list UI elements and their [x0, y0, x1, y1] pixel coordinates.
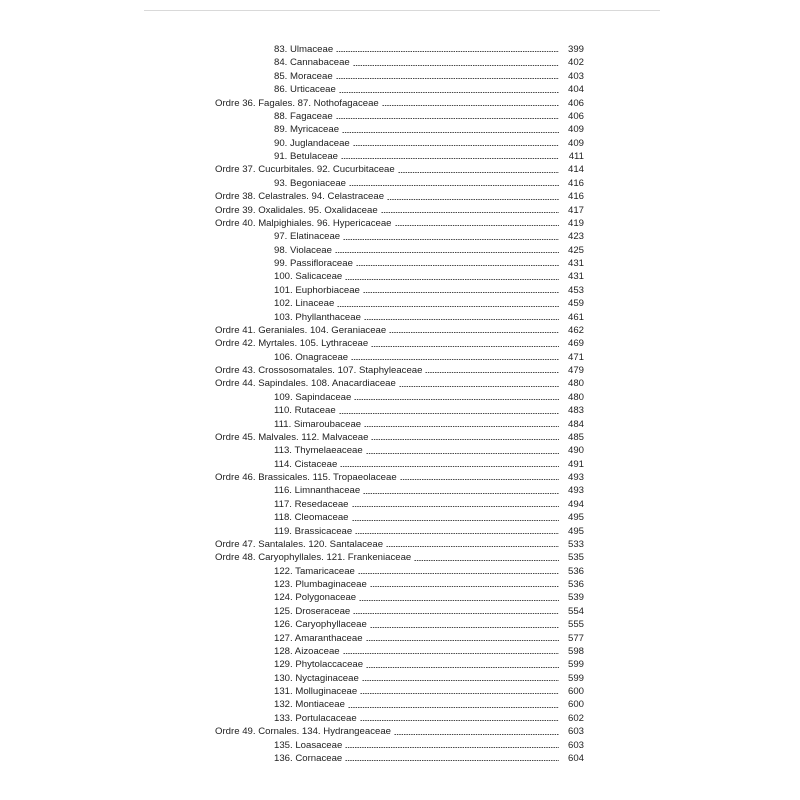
dot-leader [348, 706, 559, 709]
family-label: 112. Malvaceae [301, 431, 369, 443]
family-label: 93. Begoniaceae [274, 177, 347, 189]
family-label: 130. Nyctaginaceae [274, 672, 359, 684]
page-number: 485 [567, 431, 584, 443]
toc-entry [215, 391, 584, 404]
page-number: 423 [567, 231, 584, 243]
order-label: Ordre 42. Myrtales. [215, 338, 298, 350]
family-label: 128. Aizoaceae [274, 645, 340, 657]
order-label: Ordre 44. Sapindales. [215, 378, 309, 390]
toc-entry [215, 578, 584, 591]
toc-entry [215, 324, 584, 337]
family-label: 127. Amaranthaceae [274, 632, 363, 644]
toc-entry [215, 351, 584, 364]
family-label: 87. Nothofagaceae [297, 97, 379, 109]
family-label: 109. Sapindaceae [274, 391, 352, 403]
dot-leader [353, 612, 559, 615]
dot-leader [400, 478, 559, 481]
dot-leader [360, 719, 559, 722]
family-label: 108. Anacardiaceae [311, 378, 396, 390]
dot-leader [366, 452, 559, 455]
dot-leader [398, 171, 559, 174]
page-number: 416 [567, 191, 584, 203]
page-number: 493 [567, 472, 584, 483]
page-number: 598 [567, 645, 584, 657]
page-number: 480 [567, 378, 584, 390]
table-of-contents [215, 43, 584, 765]
toc-entry [215, 56, 584, 69]
family-label: 110. Rutaceae [274, 405, 336, 417]
toc-entry [215, 698, 584, 711]
dot-leader [358, 572, 559, 575]
family-label: 123. Plumbaginaceae [274, 579, 367, 590]
dot-leader [370, 585, 559, 588]
page-number: 600 [567, 686, 584, 697]
dot-leader [345, 278, 559, 281]
toc-entry [215, 685, 584, 698]
dot-leader [345, 746, 559, 749]
dot-leader [351, 358, 559, 361]
toc-entry [215, 458, 584, 471]
dot-leader [364, 318, 559, 321]
family-label: 107. Staphyleaceae [337, 365, 423, 376]
family-label: 131. Molluginaceae [274, 686, 358, 697]
toc-entry [215, 752, 584, 765]
dot-leader [352, 505, 560, 508]
order-label: Ordre 45. Malvales. [215, 431, 299, 443]
page-number: 406 [567, 110, 584, 122]
page-number: 409 [567, 124, 584, 136]
page-number: 495 [567, 525, 584, 537]
family-label: 119. Brassicaceae [274, 525, 353, 537]
dot-leader [363, 291, 559, 294]
toc-entry [215, 337, 584, 350]
page-number: 484 [567, 418, 584, 430]
dot-leader [355, 532, 559, 535]
family-label: 98. Violaceae [274, 244, 332, 256]
page-number: 599 [567, 659, 584, 671]
page-number: 402 [567, 57, 584, 69]
dot-leader [370, 626, 559, 629]
page-number: 409 [567, 137, 584, 149]
toc-entry [215, 97, 584, 110]
toc-entry [215, 739, 584, 752]
dot-leader [382, 104, 559, 107]
dot-leader [345, 759, 559, 762]
dot-leader [341, 157, 559, 160]
dot-leader [343, 652, 559, 655]
page-number: 490 [567, 445, 584, 457]
dot-leader [336, 117, 559, 120]
toc-entry [215, 431, 584, 444]
family-label: 132. Montiaceae [274, 699, 345, 711]
family-label: 95. Oxalidaceae [308, 204, 378, 216]
toc-entry [215, 565, 584, 578]
family-label: 85. Moraceae [274, 70, 333, 82]
toc-entry [215, 244, 584, 257]
toc-entry [215, 484, 584, 497]
page-number: 494 [567, 498, 584, 510]
dot-leader [364, 425, 559, 428]
page-number: 495 [567, 512, 584, 524]
dot-leader [371, 345, 559, 348]
toc-entry [215, 297, 584, 310]
order-label: Ordre 43. Crossosomatales. [215, 365, 335, 376]
dot-leader [356, 264, 559, 267]
family-label: 89. Myricaceae [274, 124, 340, 136]
toc-entry [215, 43, 584, 56]
page-number: 539 [567, 592, 584, 604]
page-number: 603 [567, 726, 584, 738]
toc-entry [215, 137, 584, 150]
dot-leader [394, 733, 559, 736]
dot-leader [335, 251, 559, 254]
toc-entry [215, 725, 584, 738]
dot-leader [386, 545, 559, 548]
order-label: Ordre 46. Brassicales. [215, 472, 310, 483]
page-number: 491 [567, 458, 584, 470]
family-label: 111. Simaroubaceae [274, 418, 362, 430]
toc-entry [215, 444, 584, 457]
page-number: 533 [567, 538, 584, 550]
dot-leader [366, 639, 559, 642]
toc-entry [215, 150, 584, 163]
page-number: 416 [567, 177, 584, 189]
dot-leader [414, 559, 559, 562]
dot-leader [339, 412, 559, 415]
family-label: 91. Betulaceae [274, 151, 339, 162]
page-number: 602 [567, 712, 584, 724]
toc-entry [215, 230, 584, 243]
family-label: 116. Limnanthaceae [274, 485, 361, 497]
page-number: 459 [567, 298, 584, 310]
dot-leader [340, 465, 559, 468]
toc-entry [215, 672, 584, 685]
page-number: 480 [567, 391, 584, 403]
family-label: 92. Cucurbitaceae [316, 164, 395, 176]
page-number: 577 [567, 632, 584, 644]
toc-entry [215, 177, 584, 190]
toc-entry [215, 364, 584, 377]
family-label: 103. Phyllanthaceae [274, 311, 361, 323]
toc-entry [215, 658, 584, 671]
dot-leader [387, 198, 559, 201]
page-number: 599 [567, 672, 584, 684]
order-label: Ordre 39. Oxalidales. [215, 204, 306, 216]
family-label: 134. Hydrangeaceae [301, 726, 391, 738]
page-number: 419 [567, 217, 584, 229]
page-number: 453 [567, 284, 584, 296]
family-label: 133. Portulacaceae [274, 712, 357, 724]
toc-entry [215, 83, 584, 96]
family-label: 126. Caryophyllaceae [274, 619, 367, 631]
family-label: 121. Frankeniaceae [326, 552, 412, 564]
toc-entry [215, 284, 584, 297]
page-number: 411 [568, 151, 584, 162]
dot-leader [366, 666, 559, 669]
dot-leader [363, 492, 559, 495]
page-number: 471 [567, 351, 584, 363]
family-label: 101. Euphorbiaceae [274, 284, 360, 296]
family-label: 114. Cistaceae [274, 458, 338, 470]
page-number: 462 [567, 324, 584, 336]
dot-leader [353, 64, 559, 67]
page-number: 417 [567, 204, 584, 216]
toc-entry [215, 257, 584, 270]
family-label: 88. Fagaceae [274, 110, 333, 122]
page-number: 425 [567, 244, 584, 256]
page-number: 604 [567, 752, 584, 764]
family-label: 115. Tropaeolaceae [312, 472, 397, 483]
family-label: 117. Resedaceae [274, 498, 349, 510]
toc-entry [215, 204, 584, 217]
order-label: Ordre 40. Malpighiales. [215, 217, 315, 229]
dot-leader [381, 211, 559, 214]
order-label: Ordre 41. Geraniales. [215, 324, 308, 336]
page-number: 554 [567, 605, 584, 617]
family-label: 100. Salicaceae [274, 271, 343, 283]
family-label: 106. Onagraceae [274, 351, 349, 363]
toc-entry [215, 377, 584, 390]
page-number: 399 [567, 44, 584, 55]
dot-leader [339, 91, 559, 94]
family-label: 113. Thymelaeaceae [274, 445, 363, 457]
toc-entry [215, 525, 584, 538]
dot-leader [371, 438, 559, 441]
dot-leader [354, 398, 559, 401]
toc-entry [215, 404, 584, 417]
toc-entry [215, 551, 584, 564]
page-number: 461 [567, 311, 584, 323]
page-number: 536 [567, 565, 584, 577]
order-label: Ordre 38. Celastrales. [215, 191, 309, 203]
family-label: 97. Elatinaceae [274, 231, 341, 243]
dot-leader [336, 77, 559, 80]
page-number: 483 [567, 405, 584, 417]
family-label: 129. Phytolaccaceae [274, 659, 364, 671]
page-number: 431 [567, 271, 584, 283]
family-label: 120. Santalaceae [308, 538, 384, 550]
dot-leader [342, 131, 559, 134]
page-number: 479 [567, 365, 584, 376]
family-label: 118. Cleomaceae [274, 512, 349, 524]
toc-entry [215, 471, 584, 484]
page-number: 536 [567, 579, 584, 590]
family-label: 122. Tamaricaceae [274, 565, 355, 577]
order-label: Ordre 36. Fagales. [215, 97, 295, 109]
toc-entry [215, 123, 584, 136]
dot-leader [349, 184, 559, 187]
family-label: 83. Ulmaceae [274, 44, 334, 55]
family-label: 105. Lythraceae [299, 338, 369, 350]
toc-entry [215, 190, 584, 203]
dot-leader [336, 50, 559, 53]
dot-leader [353, 144, 559, 147]
page-number: 403 [567, 70, 584, 82]
family-label: 90. Juglandaceae [274, 137, 350, 149]
family-label: 136. Cornaceae [274, 752, 343, 764]
dot-leader [337, 305, 559, 308]
toc-entry [215, 418, 584, 431]
page-number: 493 [567, 485, 584, 497]
family-label: 99. Passifloraceae [274, 258, 353, 269]
toc-entry [215, 712, 584, 725]
order-label: Ordre 48. Caryophyllales. [215, 552, 324, 564]
page-number: 600 [567, 699, 584, 711]
dot-leader [362, 679, 559, 682]
dot-leader [399, 385, 559, 388]
dot-leader [395, 224, 559, 227]
toc-entry [215, 605, 584, 618]
dot-leader [360, 692, 559, 695]
toc-entry [215, 511, 584, 524]
family-label: 125. Droseraceae [274, 605, 351, 617]
toc-entry [215, 632, 584, 645]
page-top-rule [144, 10, 660, 11]
toc-entry [215, 311, 584, 324]
toc-entry [215, 163, 584, 176]
family-label: 84. Cannabaceae [274, 57, 350, 69]
family-label: 135. Loasaceae [274, 739, 343, 751]
order-label: Ordre 49. Cornales. [215, 726, 300, 738]
toc-entry [215, 270, 584, 283]
dot-leader [389, 331, 559, 334]
toc-entry [215, 217, 584, 230]
page-number: 555 [567, 619, 584, 631]
page-number: 469 [567, 338, 584, 350]
toc-entry [215, 538, 584, 551]
order-label: Ordre 37. Cucurbitales. [215, 164, 315, 176]
dot-leader [343, 238, 559, 241]
toc-entry [215, 618, 584, 631]
family-label: 104. Geraniaceae [309, 324, 387, 336]
toc-entry [215, 645, 584, 658]
toc-entry [215, 110, 584, 123]
page-number: 414 [567, 164, 584, 176]
toc-entry [215, 70, 584, 83]
page-number: 535 [567, 552, 584, 564]
toc-entry [215, 591, 584, 604]
order-label: Ordre 47. Santalales. [215, 538, 306, 550]
dot-leader [359, 599, 559, 602]
family-label: 102. Linaceae [274, 298, 335, 310]
page-number: 404 [567, 84, 584, 96]
dot-leader [352, 519, 560, 522]
family-label: 86. Urticaceae [274, 84, 336, 96]
toc-entry [215, 498, 584, 511]
family-label: 124. Polygonaceae [274, 592, 357, 604]
page-number: 603 [567, 739, 584, 751]
family-label: 96. Hypericaceae [316, 217, 392, 229]
dot-leader [425, 371, 559, 374]
page-number: 406 [567, 97, 584, 109]
page-number: 431 [567, 258, 584, 269]
family-label: 94. Celastraceae [311, 191, 385, 203]
